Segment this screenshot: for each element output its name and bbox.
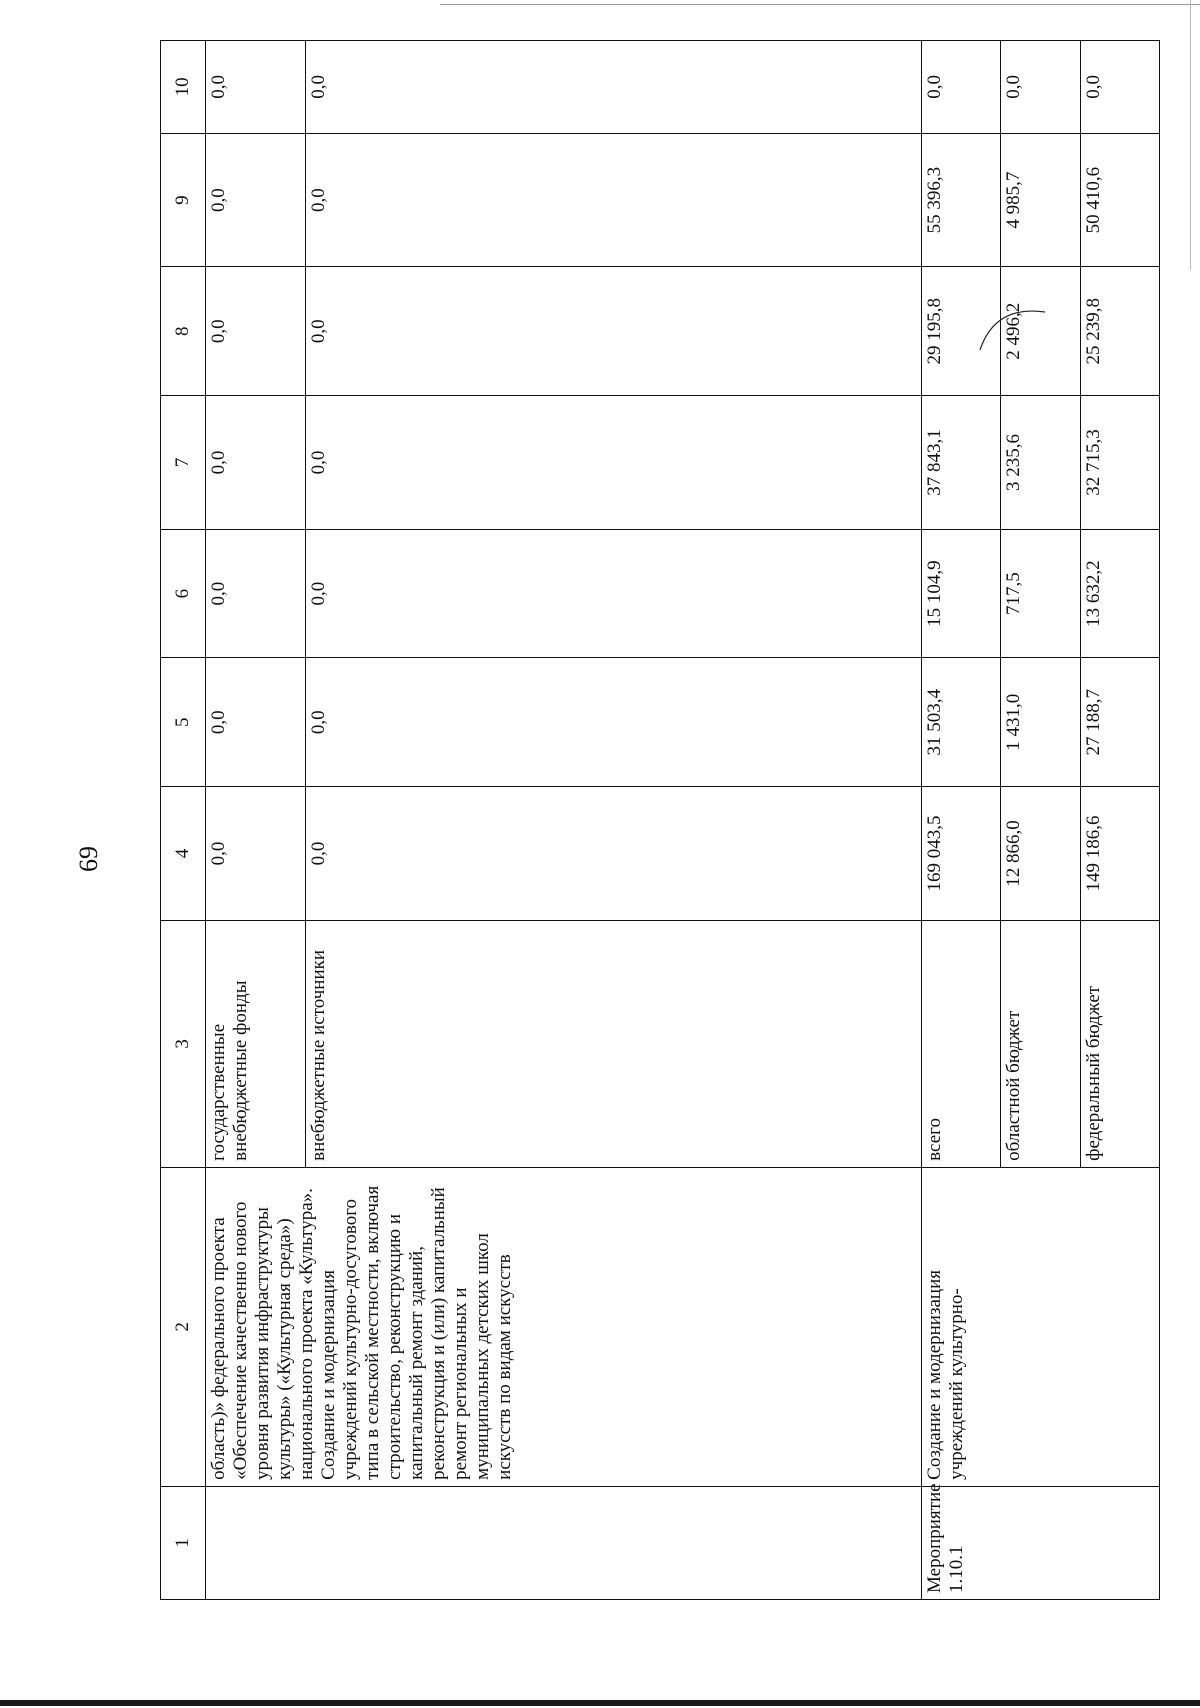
value-cell: 1 431,0: [1001, 658, 1080, 787]
source-cell: всего: [922, 920, 1001, 1167]
col-header-1: 1: [161, 1486, 206, 1599]
budget-table: [160, 40, 1160, 1600]
value-cell: 0,0: [306, 267, 922, 396]
header-row: [161, 41, 206, 1600]
value-cell: 717,5: [1001, 529, 1080, 658]
page-number: 69: [74, 846, 103, 872]
scan-edge-line: [1190, 0, 1191, 270]
value-cell: 0,0: [206, 133, 306, 267]
table-row: [206, 41, 306, 1600]
value-cell: 0,0: [206, 529, 306, 658]
value-cell: 0,0: [1080, 41, 1159, 134]
value-cell: 0,0: [1001, 41, 1080, 134]
value-cell: 0,0: [306, 41, 922, 134]
col-header-9: 9: [161, 133, 206, 267]
scan-edge-line: [440, 4, 1200, 5]
col-header-2: 2: [161, 1167, 206, 1486]
row-id-cell: [206, 1486, 922, 1599]
col-header-6: 6: [161, 529, 206, 658]
col-header-7: 7: [161, 396, 206, 530]
col-header-4: 4: [161, 787, 206, 921]
value-cell: 4 985,7: [1001, 133, 1080, 267]
col-header-8: 8: [161, 267, 206, 396]
value-cell: 0,0: [206, 787, 306, 921]
table-row: [922, 41, 1001, 1600]
value-cell: 0,0: [306, 658, 922, 787]
col-header-10: 10: [161, 41, 206, 134]
source-cell: федеральный бюджет: [1080, 920, 1159, 1167]
value-cell: 169 043,5: [922, 787, 1001, 921]
value-cell: 149 186,6: [1080, 787, 1159, 921]
value-cell: 31 503,4: [922, 658, 1001, 787]
scan-edge-bar: [0, 1700, 1200, 1706]
description-text: область)» федерального проекта «Обеспечение качественно нового уровня развития инфраструктуры культуры» («Культурная среда») национального проекта «Культура».: [208, 1188, 317, 1480]
source-cell: внебюджетные источники: [306, 920, 922, 1167]
value-cell: 37 843,1: [922, 396, 1001, 530]
value-cell: 0,0: [306, 529, 922, 658]
value-cell: 2 496,2: [1001, 267, 1080, 396]
value-cell: 0,0: [306, 396, 922, 530]
col-header-3: 3: [161, 920, 206, 1167]
row-id-cell: Мероприятие 1.10.1: [922, 1486, 1160, 1599]
source-cell: государственные внебюджетные фонды: [206, 920, 306, 1167]
value-cell: 0,0: [922, 41, 1001, 134]
value-cell: 0,0: [206, 41, 306, 134]
value-cell: 12 866,0: [1001, 787, 1080, 921]
value-cell: 0,0: [306, 133, 922, 267]
value-cell: 29 195,8: [922, 267, 1001, 396]
description-text-continued: Создание и модернизация учреждений культурно-досугового типа в сельской местности, включая строительство, реконструкцию и капитальный ремонт зданий, реконструкция и (или) капитальный ремонт региональных и муниципальных детских школ искусств по видам искусств: [318, 1185, 515, 1480]
value-cell: 25 239,8: [1080, 267, 1159, 396]
value-cell: 0,0: [206, 267, 306, 396]
description-cell: Создание и модернизация учреждений культурно-: [922, 1167, 1160, 1486]
value-cell: 3 235,6: [1001, 396, 1080, 530]
value-cell: 15 104,9: [922, 529, 1001, 658]
value-cell: 0,0: [206, 658, 306, 787]
value-cell: 13 632,2: [1080, 529, 1159, 658]
value-cell: 0,0: [306, 787, 922, 921]
pen-mark: [975, 280, 1055, 360]
value-cell: 50 410,6: [1080, 133, 1159, 267]
description-cell: [206, 1167, 922, 1486]
col-header-5: 5: [161, 658, 206, 787]
value-cell: 0,0: [206, 396, 306, 530]
value-cell: 32 715,3: [1080, 396, 1159, 530]
source-cell: областной бюджет: [1001, 920, 1080, 1167]
value-cell: 27 188,7: [1080, 658, 1159, 787]
value-cell: 55 396,3: [922, 133, 1001, 267]
